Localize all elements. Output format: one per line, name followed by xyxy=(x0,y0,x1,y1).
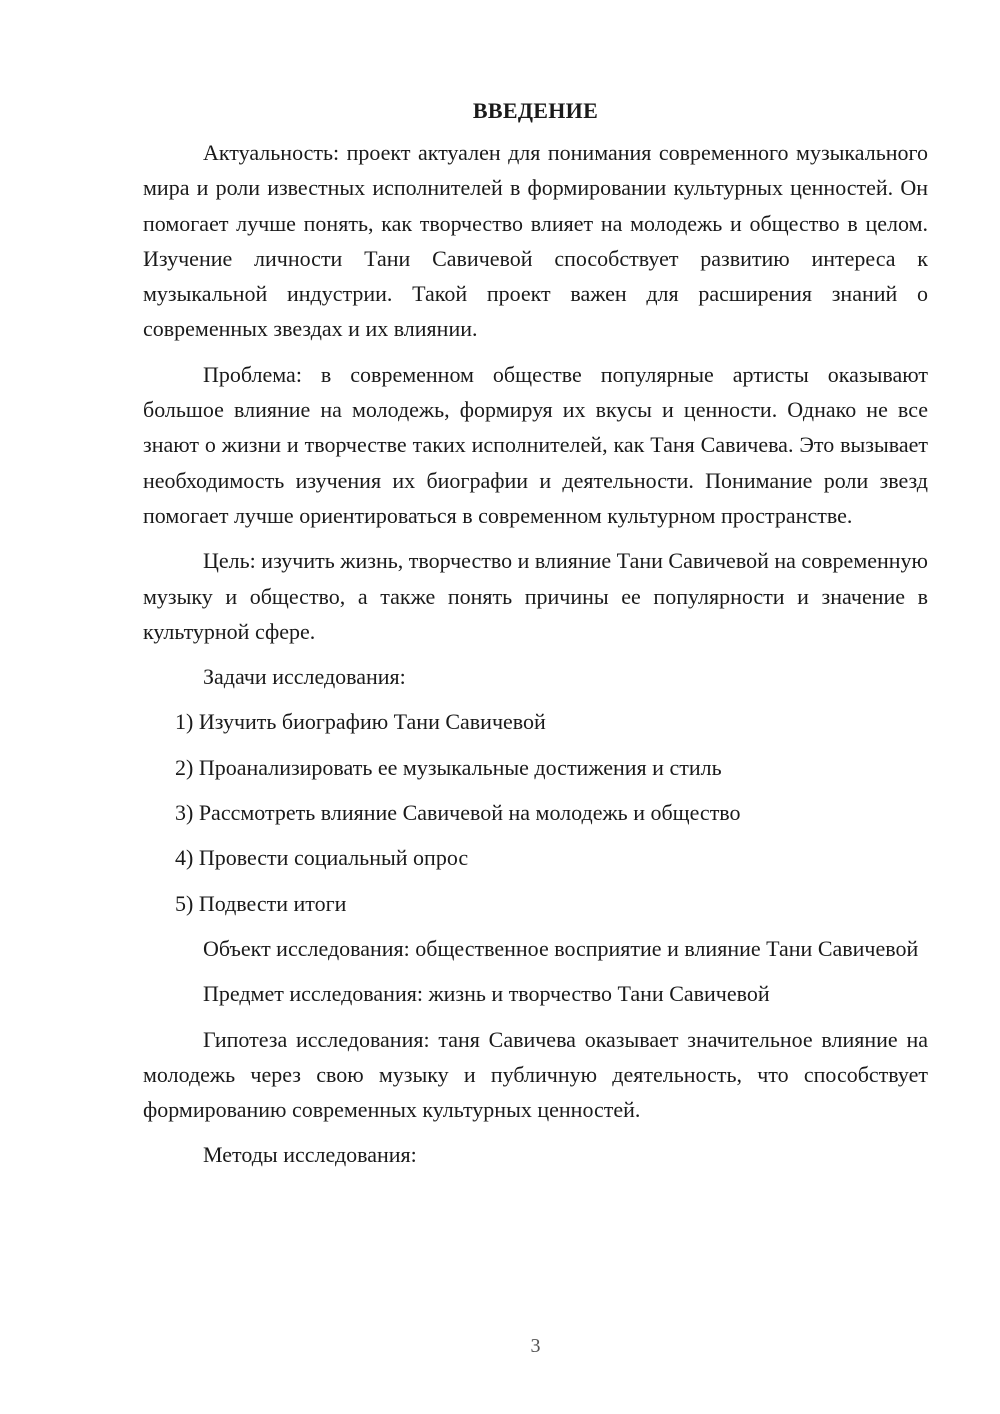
paragraph-goal: Цель: изучить жизнь, творчество и влияние Тани Савичевой на современную музыку и общество, а также понять причины ее популярности и значение в культурной сфере. xyxy=(143,548,928,644)
task-item-5: 5) Подвести итоги xyxy=(175,890,347,916)
document-page xyxy=(143,96,928,1183)
paragraph-relevance: Актуальность: проект актуален для понимания современного музыкального мира и роли известных исполнителей в формировании культурных ценностей. Он помогает лучше понять, как творчество влияет на молодежь и общество в целом. Изучение личности Тани Савичевой способствует развитию интереса к музыкальной индустрии. Такой проект важен для расширения знаний о современных звездах и их влиянии. xyxy=(143,140,928,342)
methods-heading: Методы исследования: xyxy=(203,1142,417,1168)
section-title: ВВЕДЕНИЕ xyxy=(472,98,599,123)
paragraph-subject: Предмет исследования: жизнь и творчество Тани Савичевой xyxy=(203,981,770,1007)
tasks-heading: Задачи исследования: xyxy=(203,664,406,690)
paragraph-problem: Проблема: в современном обществе популярные артисты оказывают большое влияние на молодежь, формируя их вкусы и ценности. Однако не все знают о жизни и творчестве таких исполнителей, как Таня Савичева. Это вызывает необходимость изучения их биографии и деятельности. Понимание роли звезд помогает лучше ориентироваться в современном культурном пространстве. xyxy=(143,361,928,528)
page-number: 3 xyxy=(530,1335,541,1357)
task-item-3: 3) Рассмотреть влияние Савичевой на молодежь и общество xyxy=(175,800,741,826)
paragraph-hypothesis: Гипотеза исследования: таня Савичева оказывает значительное влияние на молодежь через свою музыку и публичную деятельность, что способствует формированию современных культурных ценностей. xyxy=(143,1026,928,1123)
task-item-2: 2) Проанализировать ее музыкальные достижения и стиль xyxy=(175,754,722,780)
task-item-1: 1) Изучить биографию Тани Савичевой xyxy=(175,709,546,735)
task-item-4: 4) Провести социальный опрос xyxy=(175,845,469,871)
paragraph-object: Объект исследования: общественное восприятие и влияние Тани Савичевой xyxy=(203,935,919,961)
